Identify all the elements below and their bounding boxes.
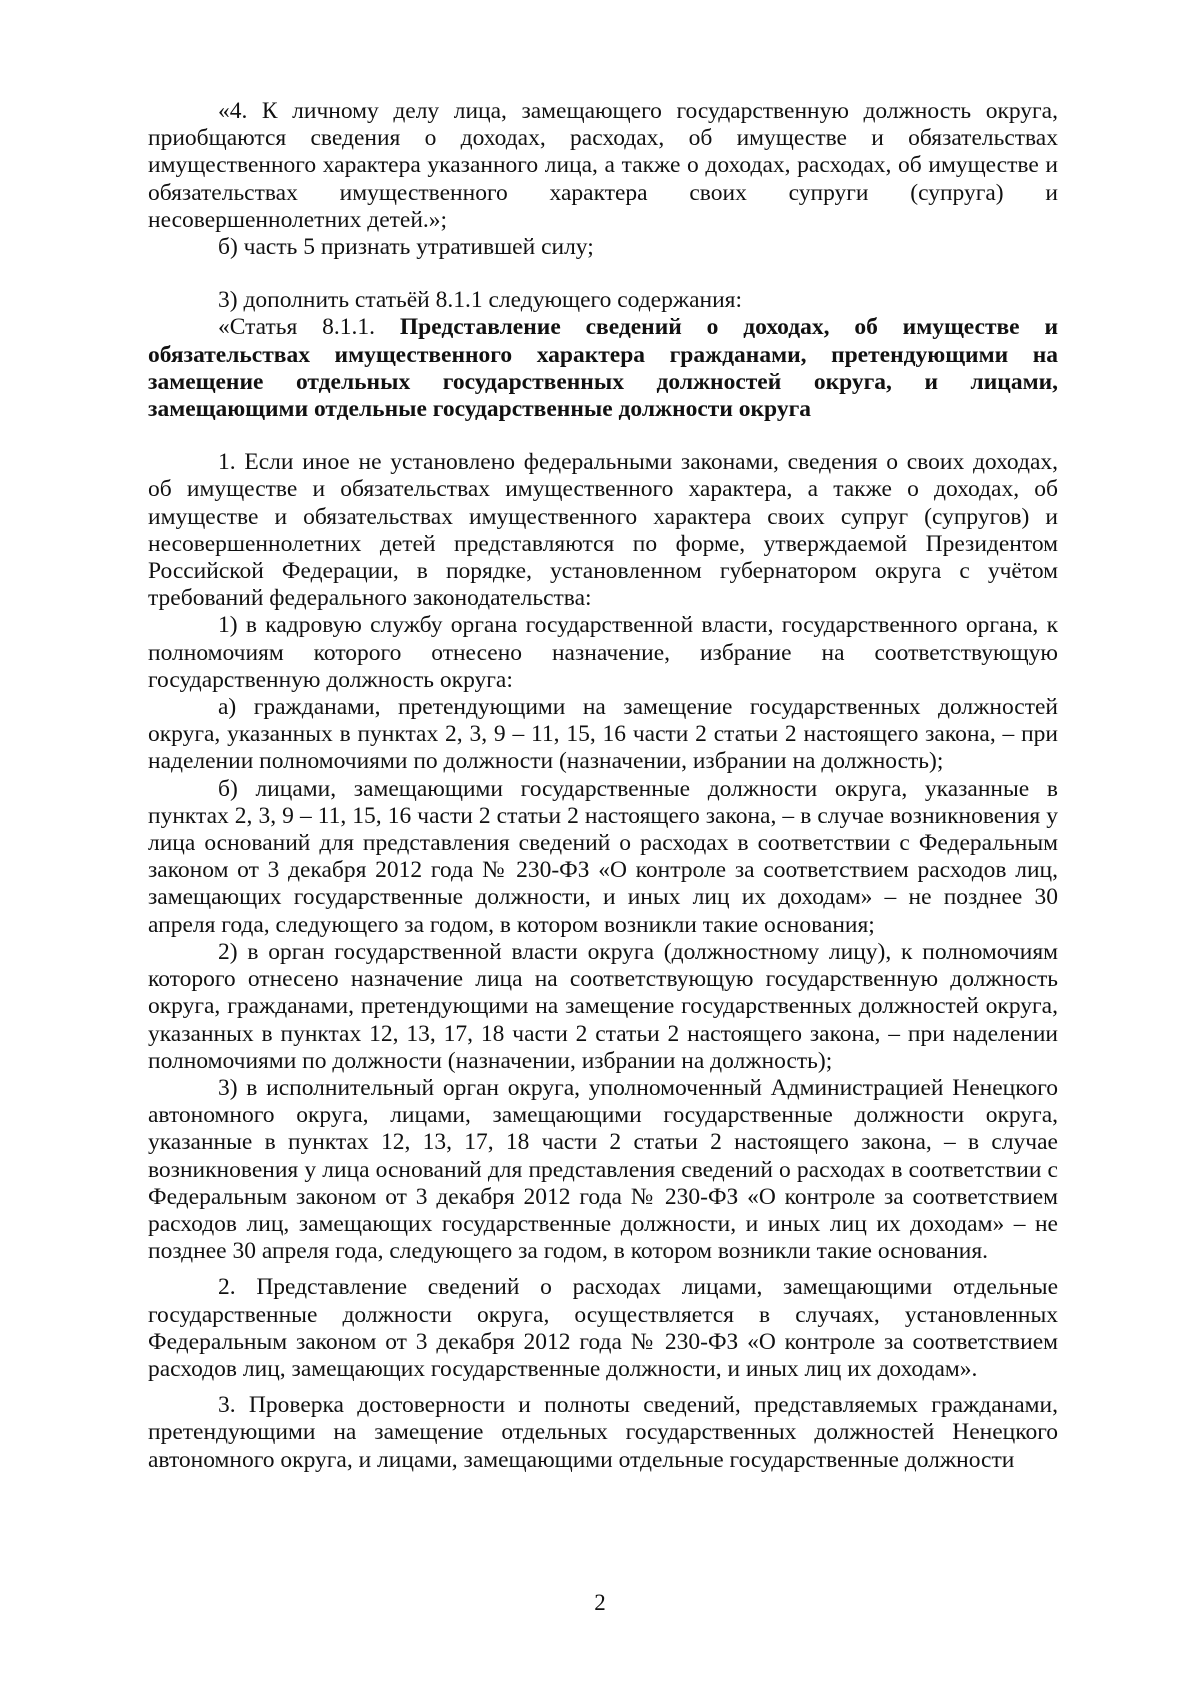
article-part-1-item-1: 1) в кадровую службу органа государственной власти, государственного органа, к полномочиям которого отнесено назначение, избрание на соответствующую государственную должность округа: <box>148 612 1058 693</box>
article-part-2: 2. Представление сведений о расходах лицами, замещающими отдельные государственные должности округа, осуществляется в случаях, установленных Федеральным законом от 3 декабря 2012 года № 230-ФЗ «О контроле за соответствием расходов лиц, замещающих государственные должности, и иных лиц их доходам». <box>148 1274 1058 1382</box>
article-part-1-item-2: 2) в орган государственной власти округа (должностному лицу), к полномочиям которого отнесено назначение лица на соответствующую государственную должность округа, гражданами, претендующими на замещение государственных должностей округа, указанных в пунктах 12, 13, 17, 18 части 2 статьи 2 настоящего закона, – при наделении полномочиями по должности (назначении, избрании на должность); <box>148 938 1058 1074</box>
article-part-1-item-1-b: б) лицами, замещающими государственные должности округа, указанные в пунктах 2, 3, 9 – 11, 15, 16 части 2 статьи 2 настоящего закона, – в случае возникновения у лица оснований для представления сведений о расходах в соответствии с Федеральным законом от 3 декабря 2012 года № 230-ФЗ «О контроле за соответствием расходов лиц, замещающих государственные должности, и иных лиц их доходам» – не позднее 30 апреля года, следующего за годом, в котором возникли такие основания; <box>148 775 1058 938</box>
article-heading <box>148 314 1058 423</box>
article-title: Представление сведений о доходах, об имуществе и обязательствах имущественного характера гражданами, претендующими на замещение отдельных государственных должностей округа, и лицами, замещающими отдельные государственные должности округа <box>148 314 1058 423</box>
article-number: «Статья 8.1.1. <box>218 314 400 341</box>
paragraph-add-article: 3) дополнить статьёй 8.1.1 следующего содержания: <box>218 287 743 314</box>
paragraph-part-5-repeal: б) часть 5 признать утратившей силу; <box>218 234 594 261</box>
article-part-1: 1. Если иное не установлено федеральными законами, сведения о своих доходах, об имуществе и обязательствах имущественного характера, а также о доходах, об имуществе и обязательствах имущественного характера своих супруг (супругов) и несовершеннолетних детей представляются по форме, утверждаемой Президентом Российской Федерации, в порядке, установленном губернатором округа с учётом требований федерального законодательства: <box>148 449 1058 612</box>
article-part-1-item-1-a: а) гражданами, претендующими на замещение государственных должностей округа, указанных в пунктах 2, 3, 9 – 11, 15, 16 части 2 статьи 2 настоящего закона, – при наделении полномочиями по должности (назначении, избрании на должность); <box>148 694 1058 775</box>
article-part-3: 3. Проверка достоверности и полноты сведений, представляемых гражданами, претендующими на замещение отдельных государственных должностей Ненецкого автономного округа, и лицами, замещающими отдельные государственные должности <box>148 1392 1058 1473</box>
page-number: 2 <box>594 1590 606 1615</box>
article-part-1-item-3: 3) в исполнительный орган округа, уполномоченный Администрацией Ненецкого автономного округа, лицами, замещающими государственные должности округа, указанные в пунктах 12, 13, 17, 18 части 2 статьи 2 настоящего закона, – в случае возникновения у лица оснований для представления сведений о расходах в соответствии с Федеральным законом от 3 декабря 2012 года № 230-ФЗ «О контроле за соответствием расходов лиц, замещающих государственные должности, и иных лиц их доходам» – не позднее 30 апреля года, следующего за годом, в котором возникли такие основания. <box>148 1074 1058 1265</box>
paragraph-quoted-part-4: «4. К личному делу лица, замещающего государственную должность округа, приобщаются сведения о доходах, расходах, об имуществе и обязательствах имущественного характера указанного лица, а также о доходах, расходах, об имуществе и обязательствах имущественного характера своих супруги (супруга) и несовершеннолетних детей.»; <box>148 98 1058 233</box>
document-text <box>148 98 1058 1474</box>
